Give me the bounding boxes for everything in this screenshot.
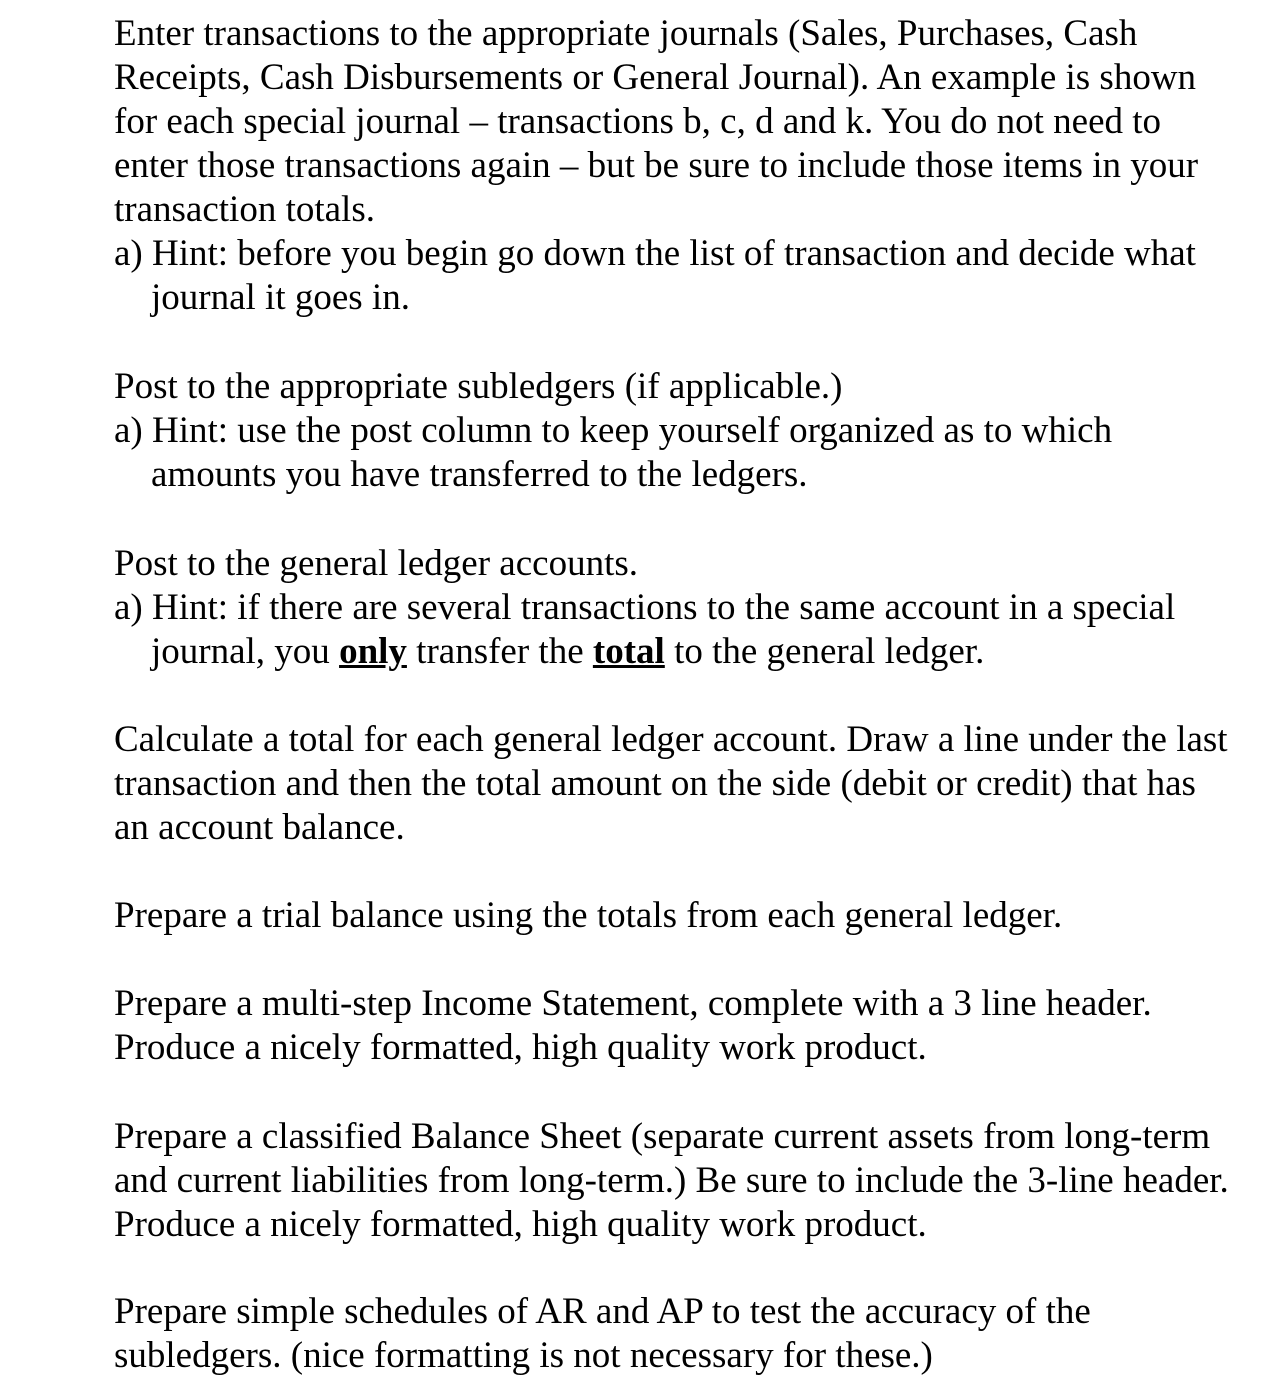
- step-post-subledgers: [114, 365, 1234, 497]
- hint-text-before: a) Hint: if there are several transactions to the same account in a special journal, you: [114, 587, 1176, 672]
- step-text: Post to the general ledger accounts.: [114, 543, 638, 584]
- hint-emphasis-total: total: [592, 631, 665, 672]
- hint-emphasis-only: only: [339, 631, 407, 672]
- step-hint: a) Hint: before you begin go down the list of transaction and decide what journal it goes in.: [114, 233, 1196, 318]
- hint-text-middle: transfer the: [406, 631, 593, 672]
- step-balance-sheet: [114, 1115, 1234, 1247]
- step-ar-ap-schedules: [114, 1290, 1234, 1378]
- step-text: Prepare simple schedules of AR and AP to test the accuracy of the subledgers. (nice formatting is not necessary for these.): [114, 1291, 1091, 1376]
- step-text: Calculate a total for each general ledger account. Draw a line under the last transaction and then the total amount on the side (debit or credit) that has an account balance.: [114, 719, 1228, 848]
- step-income-statement: [114, 982, 1234, 1070]
- step-hint: a) Hint: use the post column to keep yourself organized as to which amounts you have transferred to the ledgers.: [114, 410, 1113, 495]
- step-trial-balance: [114, 894, 1234, 938]
- hint-text-after: to the general ledger.: [664, 631, 985, 672]
- step-enter-transactions: [114, 12, 1234, 320]
- step-text: Post to the appropriate subledgers (if applicable.): [114, 366, 843, 407]
- step-text: Enter transactions to the appropriate journals (Sales, Purchases, Cash Receipts, Cash Disbursements or General Journal). An example is shown for each special journal – transactions b, c, d and k. You do not need to enter those transactions again – but be sure to include those items in your transaction totals.: [114, 13, 1199, 230]
- step-calculate-totals: [114, 718, 1234, 850]
- step-post-general-ledger: [114, 542, 1234, 674]
- step-hint: [114, 586, 1234, 674]
- step-text: Prepare a classified Balance Sheet (separate current assets from long-term and current liabilities from long-term.) Be sure to include the 3-line header. Produce a nicely formatted, high quality work product.: [114, 1116, 1229, 1245]
- step-text: Prepare a trial balance using the totals from each general ledger.: [114, 895, 1063, 936]
- step-text: Prepare a multi-step Income Statement, complete with a 3 line header. Produce a nicely formatted, high quality work product.: [114, 983, 1152, 1068]
